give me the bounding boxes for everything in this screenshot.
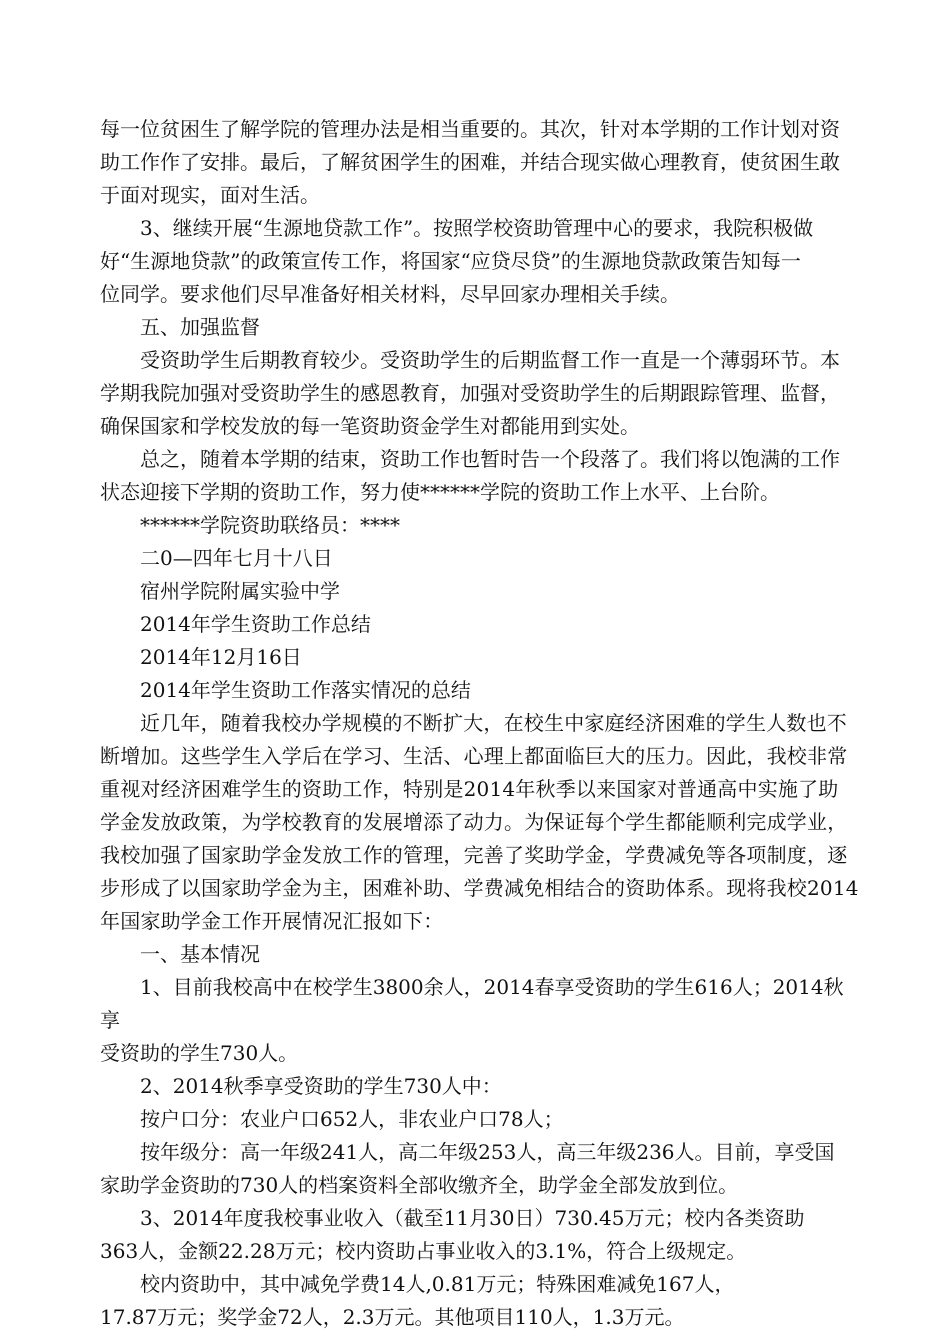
- paragraph-9: 按年级分：高一年级241人，高二年级253人，高三年级236人。目前，享受国 家助学金资助的730人的档案资料全部收缴齐全，助学金全部发放到位。: [100, 1140, 835, 1197]
- paragraph-8: 按户口分：农业户口652人，非农业户口78人；: [140, 1107, 564, 1131]
- paragraph-6: 1、目前我校高中在校学生3800余人，2014春享受资助的学生616人；2014秋享 受资助的学生730人。: [100, 975, 844, 1065]
- paragraph-11: 校内资助中，其中减免学费14人,0.81万元；特殊困难减免167人， 17.87万元；奖学金72人，2.3万元。其他项目110人，1.3万元。: [100, 1272, 735, 1329]
- paragraph-3: 受资助学生后期教育较少。受资助学生的后期监督工作一直是一个薄弱环节。本 学期我院加强对受资助学生的感恩教育，加强对受资助学生的后期跟踪管理、监督， 确保国家和学校发放的每一笔资助资金学生对都能用到实处。: [100, 348, 840, 438]
- paragraph-1: 每一位贫困生了解学院的管理办法是相当重要的。其次，针对本学期的工作计划对资 助工作作了安排。最后，了解贫困学生的困难，并结合现实做心理教育，使贫困生敢 于面对现实，面对生活。: [100, 117, 840, 207]
- paragraph-5: 近几年，随着我校办学规模的不断扩大，在校生中家庭经济困难的学生人数也不 断增加。这些学生入学后在学习、生活、心理上都面临巨大的压力。因此，我校非常 重视对经济困难学生的资助工作，特别是2014年秋季以来国家对普通高中实施了助 学金发放政策，为学校教育的发展增添了动力。为保证每个学生都能顺利完成学业， 我校加强了国家助学金发放工作的管理，完善了奖助学金，学费减免等各项制度，逐 步形成了以国家助学金为主，困难补助、学费减免相结合的资助体系。现将我校2014 年国家助学金工作开展情况汇报如下：: [100, 711, 859, 933]
- contact-line: ******学院资助联络员：****: [140, 513, 400, 537]
- paragraph-7: 2、2014秋季享受资助的学生730人中：: [140, 1074, 502, 1098]
- section-heading-5: 五、加强监督: [140, 315, 260, 339]
- school-name: 宿州学院附属实验中学: [140, 579, 340, 603]
- date-line: 二0—四年七月十八日: [140, 546, 333, 570]
- report-title: 2014年学生资助工作总结: [140, 612, 371, 636]
- paragraph-4: 总之，随着本学期的结束，资助工作也暂时告一个段落了。我们将以饱满的工作 状态迎接下学期的资助工作，努力使******学院的资助工作上水平、上台阶。: [100, 447, 840, 504]
- report-subtitle: 2014年学生资助工作落实情况的总结: [140, 678, 471, 702]
- document-body: [100, 113, 860, 1334]
- paragraph-10: 3、2014年度我校事业收入（截至11月30日）730.45万元；校内各类资助 363人，金额22.28万元；校内资助占事业收入的3.1%，符合上级规定。: [100, 1206, 805, 1263]
- paragraph-2: 3、继续开展“生源地贷款工作”。按照学校资助管理中心的要求，我院积极做 好“生源地贷款”的政策宣传工作，将国家“应贷尽贷”的生源地贷款政策告知每一 位同学。要求他们尽早准备好相关材料，尽早回家办理相关手续。: [100, 216, 814, 306]
- section-heading-1: 一、基本情况: [140, 942, 260, 966]
- report-date: 2014年12月16日: [140, 645, 302, 669]
